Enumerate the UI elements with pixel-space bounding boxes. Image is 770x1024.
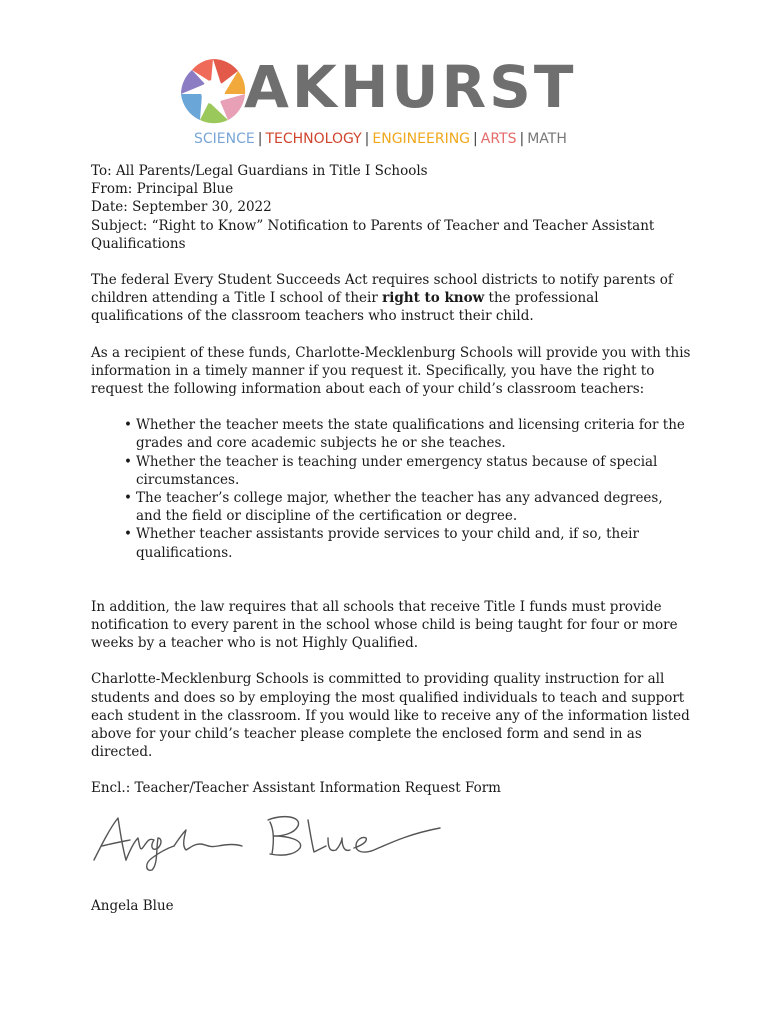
information-list: [91, 416, 691, 562]
list-item: • Whether the teacher is teaching under emergency status because of special circumstances.: [113, 453, 691, 489]
paragraph-esa: [91, 271, 691, 326]
tagline-arts: ARTS: [480, 131, 517, 147]
tagline-math: MATH: [527, 131, 567, 147]
paragraph-funds: As a recipient of these funds, Charlotte-Mecklenburg Schools will provide you with this information in a timely manner if you request it. Specifically, you have the right to request the following information about each of your child’s classroom teachers:: [91, 344, 691, 398]
date-line: Date: September 30, 2022: [91, 199, 272, 216]
aperture-logo-icon: [178, 56, 248, 126]
from-line: From: Principal Blue: [91, 181, 234, 198]
to-line: To: All Parents/Legal Guardians in Title I Schools: [91, 163, 428, 179]
list-item: • Whether the teacher meets the state qualifications and licensing criteria for the grades and core academic subjects he or she teaches.: [113, 416, 691, 452]
tagline-technology: TECHNOLOGY: [265, 131, 362, 147]
tagline-engineering: ENGINEERING: [372, 131, 471, 147]
list-item: • Whether teacher assistants provide services to your child and, if so, their qualifications.: [113, 525, 691, 561]
signer-name: Angela Blue: [91, 898, 174, 914]
subject-line: Subject: “Right to Know” Notification to Parents of Teacher and Teacher Assistant: [91, 217, 655, 234]
enclosure-line: Encl.: Teacher/Teacher Assistant Information Request Form: [91, 780, 501, 797]
right-to-know-emphasis: right to know: [382, 290, 485, 307]
list-item: • The teacher’s college major, whether the teacher has any advanced degrees, and the field or discipline of the certification or degree.: [113, 489, 691, 525]
paragraph-esa-text: The federal Every Student Succeeds Act requires school districts to notify parents of children attending a Title I school of their: [91, 272, 673, 307]
subject-line-continued: Qualifications: [91, 235, 186, 252]
paragraph-esa-text-end: the professional qualifications of the classroom teachers who instruct their child.: [91, 290, 599, 325]
paragraph-commitment: Charlotte-Mecklenburg Schools is committed to providing quality instruction for all students and does so by employing the most qualified individuals to teach and support each student in the classroom. If you would like to receive any of the information listed above for your child’s teacher please complete the enclosed form and send in as directed.: [91, 671, 690, 761]
school-logo: [178, 52, 588, 152]
handwritten-signature: [88, 808, 458, 878]
logo-wordmark: AKHURST: [244, 53, 577, 121]
paragraph-law: In addition, the law requires that all schools that receive Title I funds must provide notification to every parent in the school whose child is being taught for four or more weeks by a teacher who is not Highly Qualified.: [91, 598, 678, 652]
logo-tagline: SCIENCE | TECHNOLOGY | ENGINEERING | ARTS | MATH: [194, 131, 567, 147]
letter-body: [91, 162, 691, 798]
tagline-science: SCIENCE: [194, 131, 255, 147]
